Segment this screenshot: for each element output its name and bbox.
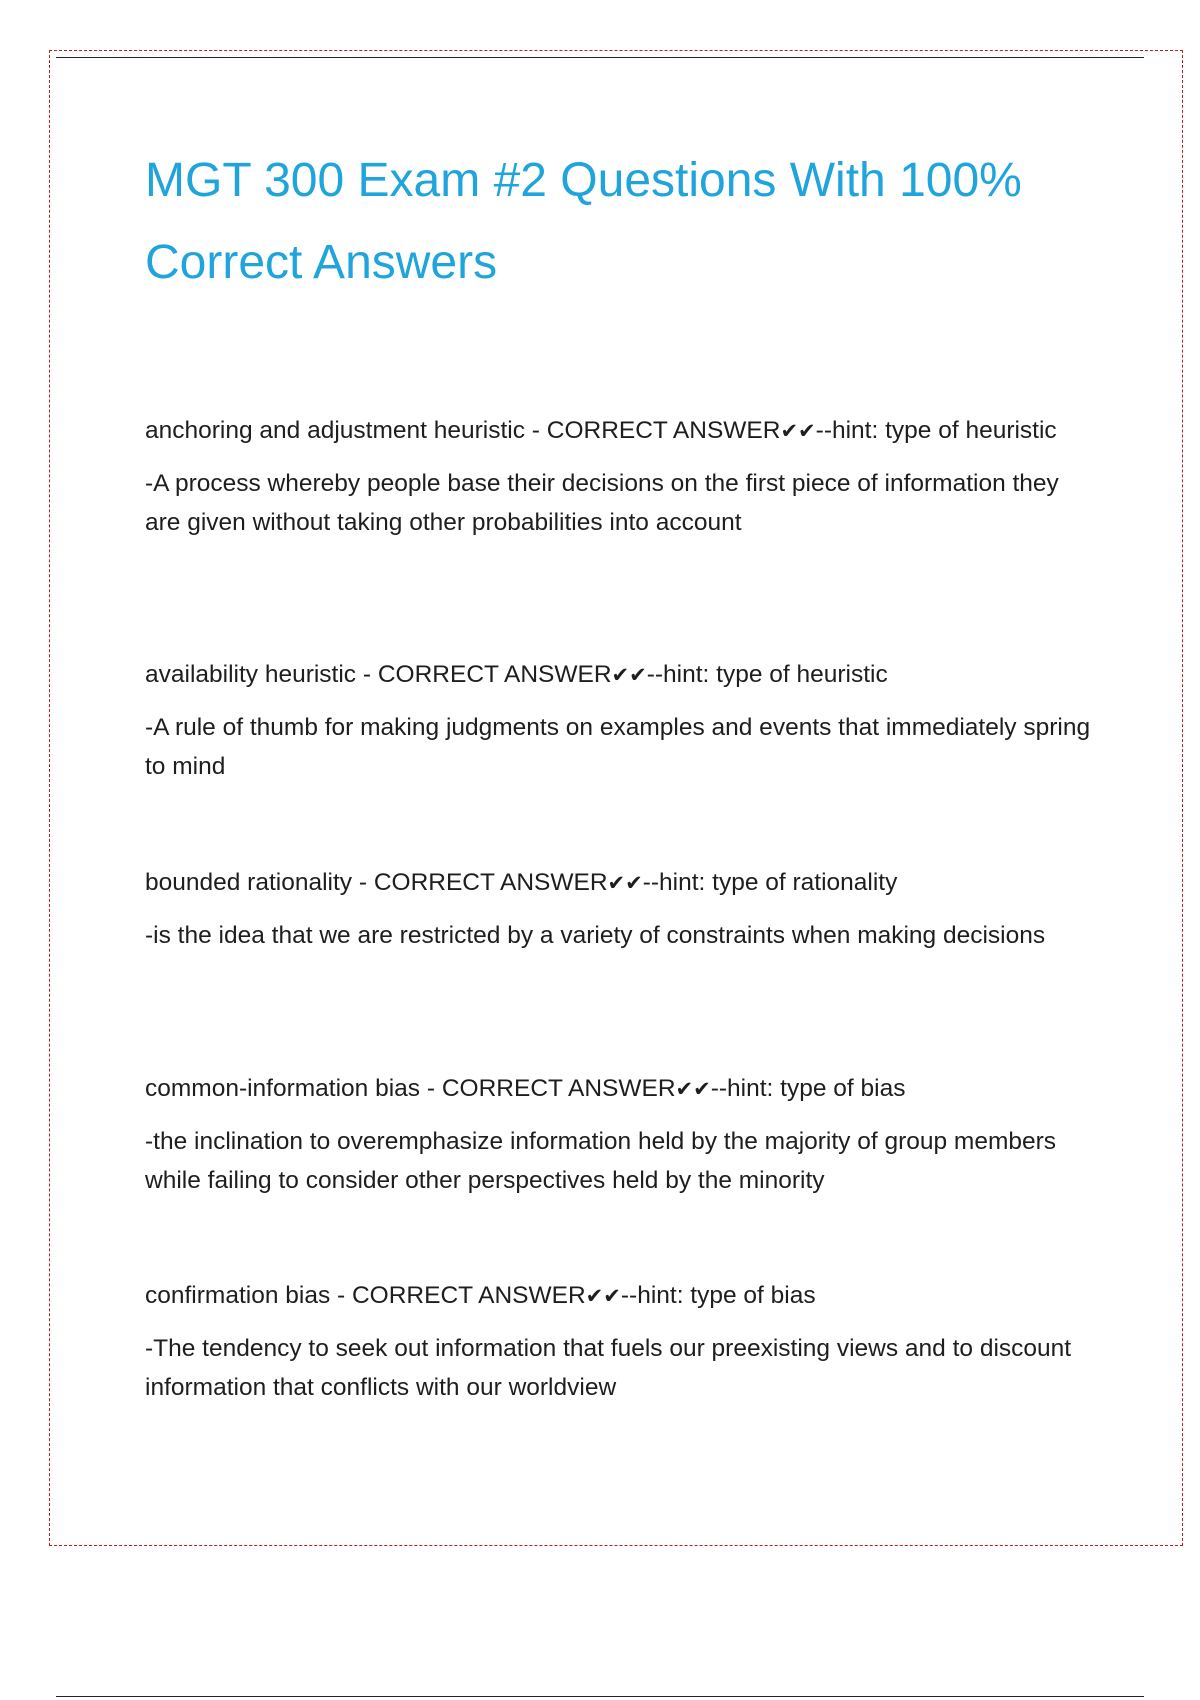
answer-label: CORRECT ANSWER <box>377 661 612 688</box>
answer-label: CORRECT ANSWER <box>373 869 608 896</box>
definition: -A process whereby people base their decisions on the first piece of information they are given without taking other probabilities into account <box>145 470 1059 536</box>
definition: -the inclination to overemphasize information held by the majority of group members while failing to consider other perspectives held by the minority <box>145 1128 1057 1194</box>
checkmark-icon: ✔✔ <box>675 1077 711 1101</box>
term: anchoring and adjustment heuristic <box>145 417 525 444</box>
qa-entry-availability <box>145 656 1095 864</box>
definition: -A rule of thumb for making judgments on examples and events that immediately spring to mind <box>145 714 1091 780</box>
footer-rule <box>56 1696 1144 1697</box>
hint: --hint: type of bias <box>620 1282 816 1309</box>
answer-label: CORRECT ANSWER <box>351 1282 586 1309</box>
question-line <box>145 656 1095 694</box>
hint: --hint: type of heuristic <box>646 661 888 688</box>
answer-label: CORRECT ANSWER <box>441 1075 676 1102</box>
qa-entry-bounded-rationality <box>145 864 1095 1070</box>
hint: --hint: type of bias <box>710 1075 906 1102</box>
checkmark-icon: ✔✔ <box>607 871 643 895</box>
term: bounded rationality <box>145 869 353 896</box>
qa-entry-confirmation-bias <box>145 1277 1095 1427</box>
header-rule <box>56 57 1144 58</box>
separator: - <box>420 1075 442 1102</box>
separator: - <box>352 869 374 896</box>
question-line <box>145 412 1095 450</box>
answer-label: CORRECT ANSWER <box>546 417 781 444</box>
document-title: MGT 300 Exam #2 Questions With 100% Correct Answers <box>145 154 1022 289</box>
question-line <box>145 1277 1095 1315</box>
checkmark-icon: ✔✔ <box>585 1284 621 1308</box>
qa-entry-common-information-bias <box>145 1070 1095 1277</box>
separator: - <box>330 1282 352 1309</box>
hint: --hint: type of heuristic <box>815 417 1057 444</box>
question-line <box>145 864 1095 902</box>
checkmark-icon: ✔✔ <box>611 663 647 687</box>
question-line <box>145 1070 1095 1108</box>
separator: - <box>356 661 378 688</box>
hint: --hint: type of rationality <box>642 869 898 896</box>
definition: -is the idea that we are restricted by a variety of constraints when making decisions <box>145 922 1046 949</box>
definition: -The tendency to seek out information that fuels our preexisting views and to discount information that conflicts with our worldview <box>145 1335 1072 1401</box>
checkmark-icon: ✔✔ <box>780 419 816 443</box>
term: common-information bias <box>145 1075 421 1102</box>
separator: - <box>524 417 547 444</box>
term: availability heuristic <box>145 661 357 688</box>
qa-list <box>145 412 1095 1427</box>
qa-entry-anchoring <box>145 412 1095 656</box>
term: confirmation bias <box>145 1282 331 1309</box>
